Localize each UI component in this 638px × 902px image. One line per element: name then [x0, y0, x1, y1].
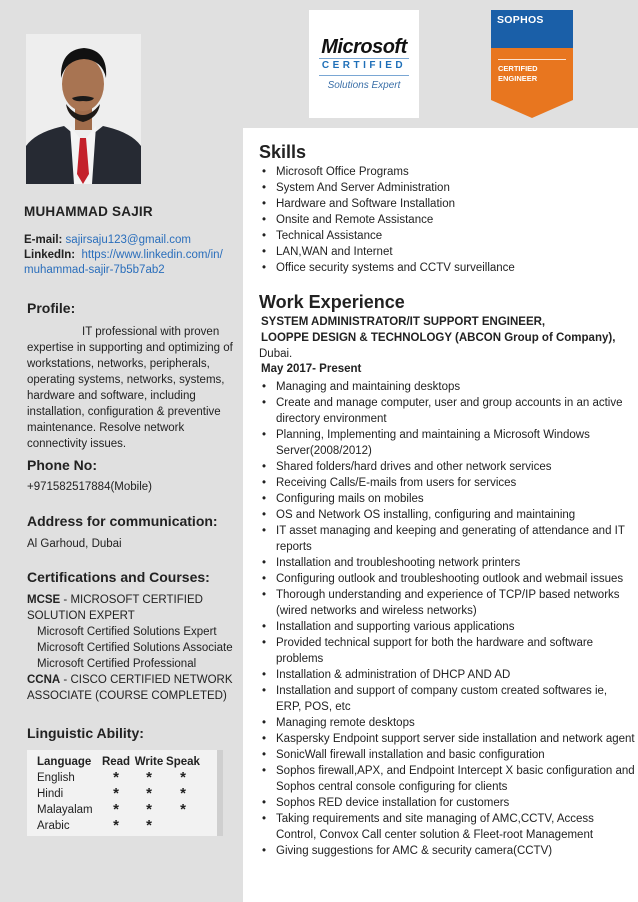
language-speak-mark: * [180, 769, 186, 786]
job-header [261, 314, 633, 346]
badge-divider [319, 58, 409, 59]
duty-item: • Receiving Calls/E-mails from users for services [259, 475, 635, 491]
badge-divider [319, 75, 409, 76]
duty-item: • Configuring outlook and troubleshooting outlook and webmail issues [259, 571, 635, 587]
language-write-mark: * [146, 801, 152, 818]
header-language: Language [37, 756, 92, 768]
certifications-title: Certifications and Courses: [27, 569, 210, 585]
duty-item: • Taking requirements and site managing of AMC,CCTV, Access Control, Convox Call center solution & Fleet-root Management [259, 811, 635, 843]
email-label: E-mail: [24, 234, 63, 246]
phone-value: +971582517884(Mobile) [27, 481, 153, 493]
linkedin-line [24, 248, 236, 263]
duty-item: • Installation and supporting various applications [259, 619, 635, 635]
email-link[interactable]: sajirsaju123@gmail.com [65, 234, 191, 246]
skill-item: • Hardware and Software Installation [259, 196, 635, 212]
language-name: Malayalam [37, 804, 93, 816]
duty-item: • Sophos RED device installation for customers [259, 795, 635, 811]
job-company: LOOPPE DESIGN & TECHNOLOGY (ABCON Group of Company), [261, 332, 616, 344]
linkedin-label: LinkedIn: [24, 249, 76, 261]
header-band [243, 0, 638, 128]
language-row [37, 770, 217, 786]
language-write-mark: * [146, 785, 152, 802]
microsoft-certified-text: CERTIFIED [321, 60, 407, 71]
job-period: May 2017- Present [261, 363, 362, 375]
ccna-desc: - CISCO CERTIFIED NETWORK ASSOCIATE (COURSE COMPLETED) [27, 674, 233, 702]
language-read-mark: * [113, 801, 119, 818]
sophos-wordmark: SOPHOS [497, 14, 544, 26]
skill-item: • System And Server Administration [259, 180, 635, 196]
candidate-name: MUHAMMAD SAJIR [24, 204, 153, 219]
mcse-desc: - MICROSOFT CERTIFIED SOLUTION EXPERT [27, 594, 203, 622]
skill-item: • Technical Assistance [259, 228, 635, 244]
language-row [37, 802, 217, 818]
profile-text: IT professional with proven expertise in supporting and optimizing of workstations, networks, peripherals, operating systems, networks, systems, hardware and software, including installation, configuration & preventive maintenance. Resolve network connectivity issues. [27, 326, 233, 450]
language-write-mark: * [146, 769, 152, 786]
sophos-certified-text: CERTIFIED [498, 64, 538, 73]
language-row [37, 818, 217, 834]
profile-photo [26, 34, 141, 184]
job-location: Dubai. [259, 348, 293, 360]
language-row [37, 786, 217, 802]
duty-item: • SonicWall firewall installation and basic configuration [259, 747, 635, 763]
duty-item: • Provided technical support for both the hardware and software problems [259, 635, 635, 667]
languages-title: Linguistic Ability: [27, 725, 144, 741]
contact-block [24, 233, 236, 278]
language-rows [37, 770, 217, 834]
profile-title: Profile: [27, 300, 76, 316]
language-name: English [37, 772, 75, 784]
work-experience-title: Work Experience [259, 292, 405, 312]
linkedin-link-part2[interactable]: muhammad-sajir-7b5b7ab2 [24, 264, 165, 276]
language-read-mark: * [113, 785, 119, 802]
duty-item: • Create and manage computer, user and group accounts in an active directory environment [259, 395, 635, 427]
duty-item: • Giving suggestions for AMC & security camera(CCTV) [259, 843, 635, 859]
language-read-mark: * [113, 769, 119, 786]
header-speak: Speak [166, 756, 200, 768]
mcse-item: Microsoft Certified Solutions Associate [37, 642, 233, 654]
header-write: Write [134, 756, 164, 768]
language-table [27, 750, 223, 836]
ccna-abbr: CCNA [27, 674, 61, 686]
mcse-item: Microsoft Certified Solutions Expert [37, 626, 217, 638]
skills-list [259, 164, 635, 276]
linkedin-link-part1[interactable]: https://www.linkedin.com/in/ [81, 249, 223, 261]
duty-item: • Installation & administration of DHCP AND AD [259, 667, 635, 683]
microsoft-tagline: Solutions Expert [327, 80, 401, 91]
phone-title: Phone No: [27, 457, 97, 473]
duty-item: • Managing remote desktops [259, 715, 635, 731]
skill-item: • LAN,WAN and Internet [259, 244, 635, 260]
header-read: Read [101, 756, 131, 768]
skill-item: • Office security systems and CCTV surveillance [259, 260, 635, 276]
language-speak-mark: * [180, 785, 186, 802]
duty-item: • Installation and troubleshooting network printers [259, 555, 635, 571]
duty-item: • Kaspersky Endpoint support server side installation and network agent [259, 731, 635, 747]
language-read-mark: * [113, 817, 119, 834]
address-title: Address for communication: [27, 513, 218, 529]
mcse-item: Microsoft Certified Professional [37, 658, 197, 670]
duty-item: • IT asset managing and keeping and generating of attendance and IT reports [259, 523, 635, 555]
language-speak-mark: * [180, 801, 186, 818]
duties-list [259, 379, 635, 859]
duty-item: • Shared folders/hard drives and other network services [259, 459, 635, 475]
duty-item: • Thorough understanding and experience of TCP/IP based networks (wired networks and wireless networks) [259, 587, 635, 619]
duty-item: • OS and Network OS installing, configuring and maintaining [259, 507, 635, 523]
certifications-list [27, 592, 239, 704]
mcse-abbr: MCSE [27, 594, 61, 606]
language-name: Hindi [37, 788, 64, 800]
duty-item: • Installation and support of company custom created softwares ie, ERP, POS, etc [259, 683, 635, 715]
microsoft-wordmark: Microsoft [321, 36, 407, 58]
duty-item: • Managing and maintaining desktops [259, 379, 635, 395]
ccna-entry [27, 672, 239, 704]
language-table-header [37, 754, 217, 770]
mcse-entry [27, 592, 239, 624]
duty-item: • Sophos firewall,APX, and Endpoint Intercept X basic configuration and Sophos central console configuring for clients [259, 763, 635, 795]
address-value: Al Garhoud, Dubai [27, 538, 122, 550]
language-write-mark: * [146, 817, 152, 834]
email-line [24, 233, 236, 248]
skills-title: Skills [259, 142, 307, 162]
sophos-engineer-text: ENGINEER [498, 74, 538, 83]
microsoft-certified-badge [309, 10, 419, 118]
skill-item: • Microsoft Office Programs [259, 164, 635, 180]
language-name: Arabic [37, 820, 70, 832]
job-role: SYSTEM ADMINISTRATOR/IT SUPPORT ENGINEER, [261, 316, 546, 328]
skill-item: • Onsite and Remote Assistance [259, 212, 635, 228]
duty-item: • Configuring mails on mobiles [259, 491, 635, 507]
duty-item: • Planning, Implementing and maintaining a Microsoft Windows Server(2008/2012) [259, 427, 635, 459]
sophos-certified-badge [491, 10, 573, 123]
